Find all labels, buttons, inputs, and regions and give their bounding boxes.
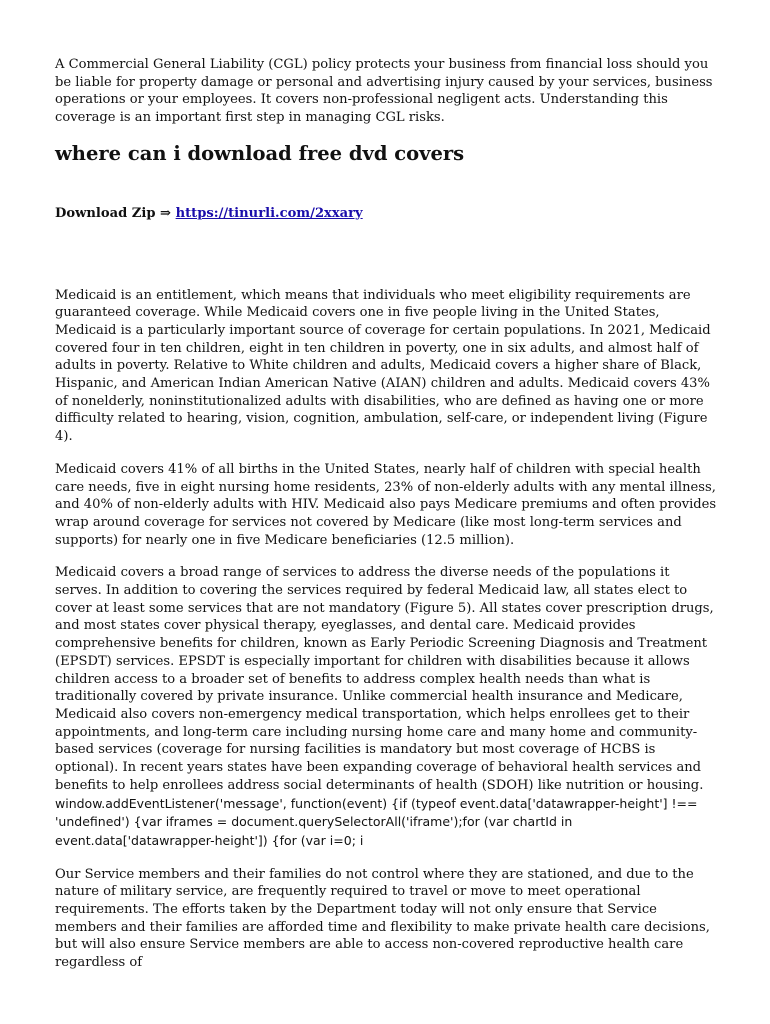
- body-paragraph-2: Medicaid covers 41% of all births in the United States, nearly half of children with special health care needs, five in eight nursing home residents, 23% of non-elderly adults with any mental illness, and 40% of non-elderly adults with HIV. Medicaid also pays Medicare premiums and often provides wrap around coverage for services not covered by Medicare (like most long-term services and supports) for nearly one in five Medicare beneficiaries (12.5 million).: [55, 461, 717, 548]
- spacer: [55, 223, 717, 287]
- download-link[interactable]: https://tinurli.com/2xxary: [175, 205, 363, 221]
- download-label: Download Zip: [55, 205, 156, 221]
- body-paragraph-3-text: Medicaid covers a broad range of services to address the diverse needs of the populations it serves. In addition to covering the services required by federal Medicaid law, all states elect to cover at least some services that are not mandatory (Figure 5). All states cover prescription drugs, and most states cover physical therapy, eyeglasses, and dental care. Medicaid provides comprehensive benefits for children, known as Early Periodic Screening Diagnosis and Treatment (EPSDT) services. EPSDT is especially important for children with disabilities because it allows children access to a broader set of benefits to address complex health needs than what is traditionally covered by private insurance. Unlike commercial health insurance and Medicare, Medicaid also covers non-emergency medical transportation, which helps enrollees get to their appointments, and long-term care including nursing home care and many home and community-based services (coverage for nursing facilities is mandatory but most coverage of HCBS is optional). In recent years states have been expanding coverage of behavioral health services and benefits to help enrollees address social determinants of health (SDOH) like nutrition or housing.: [55, 565, 714, 793]
- body-paragraph-4: Our Service members and their families do not control where they are stationed, and due to the nature of military service, are frequently required to travel or move to meet operational requirements. The efforts taken by the Department today will not only ensure that Service members and their families are afforded time and flexibility to make private health care decisions, but will also ensure Service members are able to access non-covered reproductive health care regardless of: [55, 866, 710, 971]
- embedded-script-text: window.addEventListener('message', function(event) {if (typeof event.data['datawrapper-height'] !== 'undefined') {var iframes = document.querySelectorAll('iframe');for (var chartId in event.data['datawrapper-height']) {for (var i=0; i: [55, 795, 698, 848]
- page-title: where can i download free dvd covers: [55, 141, 465, 165]
- body-paragraph-3: [55, 564, 717, 850]
- document-page: [55, 56, 717, 987]
- intro-paragraph: A Commercial General Liability (CGL) policy protects your business from financial loss should you be liable for property damage or personal and advertising injury caused by your services, business operations or your employees. It covers non-professional negligent acts. Understanding this coverage is an important first step in managing CGL risks.: [55, 57, 713, 126]
- download-line: [55, 205, 717, 223]
- body-paragraph-1: Medicaid is an entitlement, which means that individuals who meet eligibility requirements are guaranteed coverage. While Medicaid covers one in five people living in the United States, Medicaid is a particularly important source of coverage for certain populations. In 2021, Medicaid covered four in ten children, eight in ten children in poverty, one in six adults, and almost half of adults in poverty. Relative to White children and adults, Medicaid covers a higher share of Black, Hispanic, and American Indian American Native (AIAN) children and adults. Medicaid covers 43% of nonelderly, noninstitutionalized adults with disabilities, who are defined as having one or more difficulty related to hearing, vision, cognition, ambulation, self-care, or independent living (Figure 4).: [55, 287, 711, 445]
- arrow-icon: ⇒: [160, 205, 172, 221]
